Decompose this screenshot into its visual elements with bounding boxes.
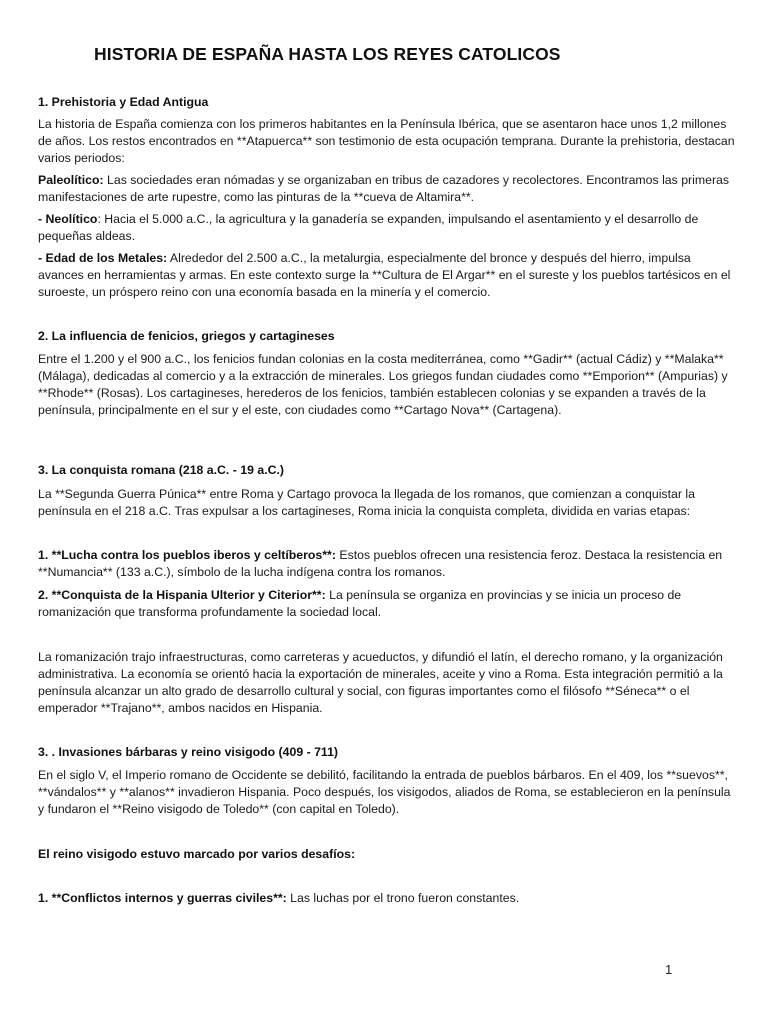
neolitico-text: : Hacia el 5.000 a.C., la agricultura y la ganadería se expanden, impulsando el asentamiento y el desarrollo de pequeñas aldeas. [38, 212, 699, 243]
neolitico-paragraph [38, 211, 738, 245]
romanizacion-paragraph: La romanización trajo infraestructuras, como carreteras y acueductos, y difundió el latín, el derecho romano, y la organización administrativa. La economía se orientó hacia la exportación de minerales, aceite y vino a Roma. Esta integración permitió a la península alcanzar un alto grado de desarrollo cultural y social, con figuras importantes como el filósofo **Séneca** o el emperador **Trajano**, ambos nacidos en Hispania. [38, 650, 723, 715]
metales-paragraph [38, 250, 738, 301]
document-title: HISTORIA DE ESPAÑA HASTA LOS REYES CATOLICOS [94, 44, 561, 64]
roman-stage-2-label: 2. **Conquista de la Hispania Ulterior y Citerior**: [38, 588, 326, 602]
section-2-heading: 2. La influencia de fenicios, griegos y cartagineses [38, 329, 335, 343]
page-number: 1 [665, 962, 673, 977]
visigodo-challenge-1-text: Las luchas por el trono fueron constantes. [286, 891, 520, 905]
roman-stage-1 [38, 547, 738, 581]
paleolitico-label: Paleolítico: [38, 173, 104, 187]
metales-label: - Edad de los Metales: [38, 251, 168, 265]
roman-stage-1-label: 1. **Lucha contra los pueblos iberos y celtíberos**: [38, 548, 336, 562]
roman-stage-2-text: La península se organiza en provincias y se inicia un proceso de romanización que transforma profundamente la sociedad local. [38, 588, 682, 619]
section-4-text: En el siglo V, el Imperio romano de Occidente se debilitó, facilitando la entrada de pueblos bárbaros. En el 409, los **suevos**, **vándalos** y **alanos** invadieron Hispania. Poco después, los visigodos, aliados de Roma, se establecieron en la península y fundaron el **Reino visigodo de Toledo** (con capital en Toledo). [38, 768, 731, 816]
metales-text: Alrededor del 2.500 a.C., la metalurgia, especialmente del bronce y después del hierro, impulsa avances en herramientas y armas. En este contexto surge la **Cultura de El Argar** en el sureste y los pueblos tartésicos en el suroeste, un próspero reino con una economía basada en la minería y el comercio. [38, 251, 731, 299]
roman-stage-1-text: Estos pueblos ofrecen una resistencia feroz. Destaca la resistencia en **Numancia** (133 a.C.), símbolo de la lucha indígena contra los romanos. [38, 548, 723, 579]
roman-stage-2 [38, 587, 738, 621]
section-2-text: Entre el 1.200 y el 900 a.C., los fenicios fundan colonias en la costa mediterránea, como **Gadir** (actual Cádiz) y **Malaka** (Málaga), dedicadas al comercio y a la extracción de minerales. Los griegos fundan ciudades como **Emporion** (Ampurias) y **Rhode** (Rosas). Los cartagineses, herederos de los fenicios, también establecen colonias y se expanden a través de la península, principalmente en el sur y el este, con ciudades como **Cartago Nova** (Cartagena). [38, 352, 728, 417]
visigodo-challenge-1-label: 1. **Conflictos internos y guerras civiles**: [38, 891, 287, 905]
paleolitico-paragraph [38, 172, 738, 206]
neolitico-label: - Neolítico [38, 212, 98, 226]
section-1-heading: 1. Prehistoria y Edad Antigua [38, 95, 209, 109]
visigodo-challenge-1 [38, 890, 738, 907]
section-3-heading: 3. La conquista romana (218 a.C. - 19 a.C.) [38, 463, 285, 477]
section-3-intro: La **Segunda Guerra Púnica** entre Roma y Cartago provoca la llegada de los romanos, que comienzan a conquistar la península en el 218 a.C. Tras expulsar a los cartagineses, Roma inicia la conquista completa, dividida en varias etapas: [38, 487, 695, 518]
section-1-intro: La historia de España comienza con los primeros habitantes en la Península Ibérica, que se asentaron hace unos 1,2 millones de años. Los restos encontrados en **Atapuerca** son testimonio de esta ocupación temprana. Durante la prehistoria, destacan varios periodos: [38, 117, 735, 165]
paleolitico-text: Las sociedades eran nómadas y se organizaban en tribus de cazadores y recolectores. Encontramos las primeras manifestaciones de arte rupestre, como las pinturas de la **cueva de Altamira**. [38, 173, 730, 204]
section-4-subheading: El reino visigodo estuvo marcado por varios desafíos: [38, 847, 356, 861]
section-4-heading: 3. . Invasiones bárbaras y reino visigodo (409 - 711) [38, 745, 339, 759]
